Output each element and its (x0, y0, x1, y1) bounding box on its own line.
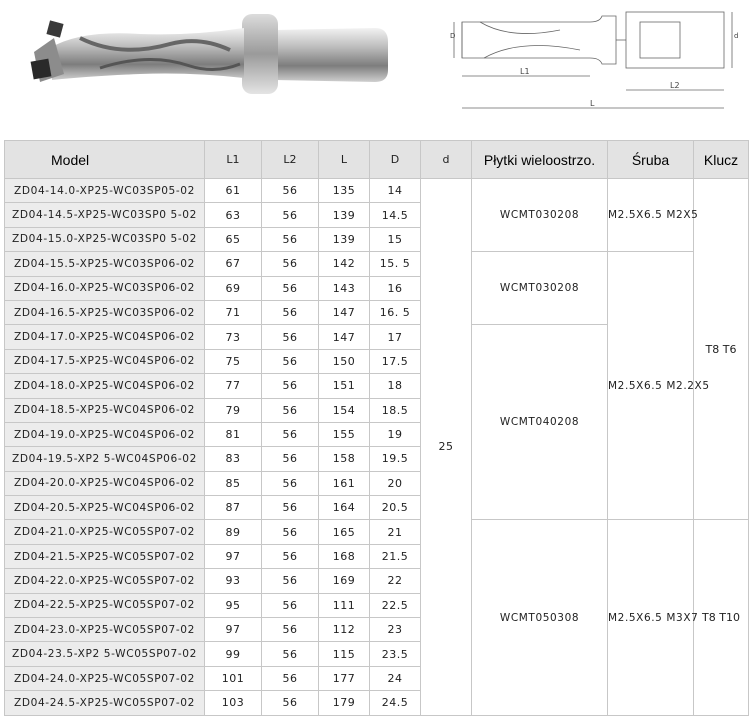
cell-d: 21 (370, 520, 421, 544)
cell-model: ZD04-19.5-XP2 5-WC04SP06-02 (5, 447, 205, 471)
cell-d: 14 (370, 179, 421, 203)
col-header-l1: L1 (205, 141, 262, 179)
cell-l1: 63 (205, 203, 262, 227)
cell-l2: 56 (262, 569, 319, 593)
cell-model: ZD04-24.0-XP25-WC05SP07-02 (5, 666, 205, 690)
cell-l: 154 (319, 398, 370, 422)
cell-insert: WCMT050308 (472, 520, 608, 715)
cell-l1: 65 (205, 227, 262, 251)
cell-l: 111 (319, 593, 370, 617)
cell-l2: 56 (262, 398, 319, 422)
cell-key: T8 T10 (694, 520, 749, 715)
cell-l: 169 (319, 569, 370, 593)
cell-l1: 73 (205, 325, 262, 349)
cell-l: 115 (319, 642, 370, 666)
cell-l2: 56 (262, 203, 319, 227)
cell-l1: 101 (205, 666, 262, 690)
cell-insert: WCMT040208 (472, 325, 608, 520)
cell-model: ZD04-17.0-XP25-WC04SP06-02 (5, 325, 205, 349)
cell-l: 135 (319, 179, 370, 203)
cell-d: 20 (370, 471, 421, 495)
cell-model: ZD04-15.0-XP25-WC03SP0 5-02 (5, 227, 205, 251)
cell-l1: 81 (205, 422, 262, 446)
drill-photo (20, 8, 400, 98)
cell-l1: 77 (205, 374, 262, 398)
col-header-l: L (319, 141, 370, 179)
col-header-key: Klucz (694, 141, 749, 179)
cell-model: ZD04-17.5-XP25-WC04SP06-02 (5, 349, 205, 373)
cell-l1: 61 (205, 179, 262, 203)
cell-l1: 99 (205, 642, 262, 666)
cell-l1: 75 (205, 349, 262, 373)
col-header-d-upper: D (370, 141, 421, 179)
cell-l: 112 (319, 618, 370, 642)
cell-model: ZD04-20.0-XP25-WC04SP06-02 (5, 471, 205, 495)
cell-l: 150 (319, 349, 370, 373)
cell-screw: M2.5X6.5 M2.2X5 (608, 252, 694, 520)
cell-d: 24.5 (370, 691, 421, 715)
cell-l1: 93 (205, 569, 262, 593)
cell-insert: WCMT030208 (472, 252, 608, 325)
cell-l1: 71 (205, 300, 262, 324)
cell-model: ZD04-16.0-XP25-WC03SP06-02 (5, 276, 205, 300)
cell-l2: 56 (262, 422, 319, 446)
cell-l: 161 (319, 471, 370, 495)
col-header-d-lower: d (421, 141, 472, 179)
col-header-model: Model (5, 141, 205, 179)
cell-l1: 95 (205, 593, 262, 617)
cell-model: ZD04-22.5-XP25-WC05SP07-02 (5, 593, 205, 617)
cell-l: 177 (319, 666, 370, 690)
table-row (5, 179, 749, 203)
cell-model: ZD04-14.0-XP25-WC03SP05-02 (5, 179, 205, 203)
col-header-l2: L2 (262, 141, 319, 179)
cell-l2: 56 (262, 496, 319, 520)
cell-l1: 103 (205, 691, 262, 715)
cell-l: 147 (319, 300, 370, 324)
cell-l2: 56 (262, 349, 319, 373)
cell-model: ZD04-19.0-XP25-WC04SP06-02 (5, 422, 205, 446)
cell-l2: 56 (262, 227, 319, 251)
cell-l2: 56 (262, 374, 319, 398)
cell-l1: 97 (205, 544, 262, 568)
cell-l2: 56 (262, 642, 319, 666)
cell-l: 139 (319, 203, 370, 227)
cell-shank-d: 25 (421, 179, 472, 716)
cell-insert: WCMT030208 (472, 179, 608, 252)
cell-l2: 56 (262, 691, 319, 715)
cell-l: 158 (319, 447, 370, 471)
cell-l: 143 (319, 276, 370, 300)
cell-l2: 56 (262, 179, 319, 203)
cell-d: 22 (370, 569, 421, 593)
cell-model: ZD04-23.0-XP25-WC05SP07-02 (5, 618, 205, 642)
drawing-label-l2: L2 (670, 81, 680, 90)
cell-d: 15. 5 (370, 252, 421, 276)
cell-d: 16. 5 (370, 300, 421, 324)
cell-d: 18.5 (370, 398, 421, 422)
cell-l: 165 (319, 520, 370, 544)
cell-l2: 56 (262, 593, 319, 617)
cell-l2: 56 (262, 544, 319, 568)
cell-model: ZD04-16.5-XP25-WC03SP06-02 (5, 300, 205, 324)
cell-l1: 89 (205, 520, 262, 544)
cell-l2: 56 (262, 447, 319, 471)
cell-d: 16 (370, 276, 421, 300)
cell-l1: 79 (205, 398, 262, 422)
cell-l1: 83 (205, 447, 262, 471)
cell-model: ZD04-24.5-XP25-WC05SP07-02 (5, 691, 205, 715)
drawing-label-l: L (590, 99, 595, 108)
cell-d: 17.5 (370, 349, 421, 373)
cell-d: 19 (370, 422, 421, 446)
col-header-inserts: Płytki wieloostrzo. (472, 141, 608, 179)
cell-d: 23.5 (370, 642, 421, 666)
table-row (5, 520, 749, 544)
cell-model: ZD04-22.0-XP25-WC05SP07-02 (5, 569, 205, 593)
cell-model: ZD04-21.5-XP25-WC05SP07-02 (5, 544, 205, 568)
cell-l1: 69 (205, 276, 262, 300)
cell-screw: M2.5X6.5 M2X5 (608, 179, 694, 252)
cell-l: 147 (319, 325, 370, 349)
col-header-screw: Śruba (608, 141, 694, 179)
drawing-label-d-small: D (450, 32, 456, 40)
table-header-row (5, 141, 749, 179)
drawing-label-d-shank: d (734, 32, 739, 40)
cell-l: 142 (319, 252, 370, 276)
cell-l2: 56 (262, 666, 319, 690)
cell-screw: M2.5X6.5 M3X7 (608, 520, 694, 715)
cell-model: ZD04-18.0-XP25-WC04SP06-02 (5, 374, 205, 398)
cell-l: 164 (319, 496, 370, 520)
cell-l: 155 (319, 422, 370, 446)
cell-d: 14.5 (370, 203, 421, 227)
cell-model: ZD04-21.0-XP25-WC05SP07-02 (5, 520, 205, 544)
cell-d: 21.5 (370, 544, 421, 568)
cell-d: 15 (370, 227, 421, 251)
cell-d: 19.5 (370, 447, 421, 471)
cell-l2: 56 (262, 276, 319, 300)
cell-l2: 56 (262, 618, 319, 642)
cell-l1: 67 (205, 252, 262, 276)
cell-l2: 56 (262, 300, 319, 324)
cell-d: 24 (370, 666, 421, 690)
cell-model: ZD04-20.5-XP25-WC04SP06-02 (5, 496, 205, 520)
cell-l: 151 (319, 374, 370, 398)
cell-l: 168 (319, 544, 370, 568)
cell-d: 22.5 (370, 593, 421, 617)
cell-l: 139 (319, 227, 370, 251)
cell-l2: 56 (262, 520, 319, 544)
cell-model: ZD04-18.5-XP25-WC04SP06-02 (5, 398, 205, 422)
cell-d: 20.5 (370, 496, 421, 520)
cell-d: 18 (370, 374, 421, 398)
cell-model: ZD04-14.5-XP25-WC03SP0 5-02 (5, 203, 205, 227)
technical-drawing (450, 8, 740, 120)
cell-l2: 56 (262, 471, 319, 495)
cell-d: 17 (370, 325, 421, 349)
table-row (5, 252, 749, 276)
cell-key: T8 T6 (694, 179, 749, 520)
cell-l1: 85 (205, 471, 262, 495)
cell-model: ZD04-23.5-XP2 5-WC05SP07-02 (5, 642, 205, 666)
spec-table (4, 140, 749, 716)
cell-l2: 56 (262, 252, 319, 276)
drawing-label-l1: L1 (520, 67, 530, 76)
cell-l1: 87 (205, 496, 262, 520)
cell-l: 179 (319, 691, 370, 715)
cell-model: ZD04-15.5-XP25-WC03SP06-02 (5, 252, 205, 276)
cell-l2: 56 (262, 325, 319, 349)
cell-l1: 97 (205, 618, 262, 642)
cell-d: 23 (370, 618, 421, 642)
